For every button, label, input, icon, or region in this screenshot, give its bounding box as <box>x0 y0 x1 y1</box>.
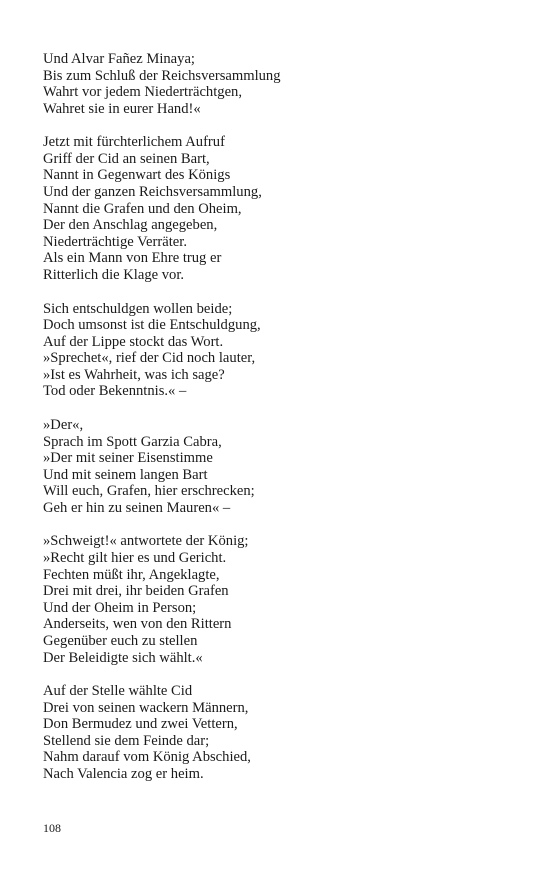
verse-line: Und Alvar Fañez Minaya; <box>43 51 195 67</box>
page-number: 108 <box>43 821 61 835</box>
verse-line: Ritterlich die Klage vor. <box>43 267 185 284</box>
verse-line: »Der«, <box>43 416 84 433</box>
verse-line: Nannt in Gegenwart des Königs <box>43 167 231 184</box>
verse-line: Tod oder Bekenntnis.« – <box>43 383 187 400</box>
verse-line: Niederträchtige Verräter. <box>43 233 187 250</box>
stanza <box>43 417 513 517</box>
verse-line: Fechten müßt ihr, Angeklagte, <box>43 566 220 583</box>
verse-line: Der Beleidigte sich wählt.« <box>43 649 203 666</box>
verse-line: »Der mit seiner Eisenstimme <box>43 450 213 467</box>
poem-text <box>43 51 513 783</box>
verse-line: Anderseits, wen von den Rittern <box>43 616 232 633</box>
verse-line: Doch umsonst ist die Entschuldgung, <box>43 317 261 334</box>
verse-line: »Ist es Wahrheit, was ich sage? <box>43 366 225 383</box>
verse-line: Und der ganzen Reichsversammlung, <box>43 184 262 201</box>
verse-line: Und mit seinem langen Bart <box>43 466 208 483</box>
verse-line: Wahrt vor jedem Niederträchtgen, <box>43 84 242 101</box>
verse-line: »Recht gilt hier es und Gericht. <box>43 550 227 566</box>
verse-line: Sich entschuldgen wollen beide; <box>43 300 233 317</box>
verse-line: Als ein Mann von Ehre trug er <box>43 250 222 267</box>
verse-line: Nannt die Grafen und den Oheim, <box>43 200 242 217</box>
stanza <box>43 683 513 783</box>
verse-line: Drei mit drei, ihr beiden Grafen <box>43 583 229 600</box>
verse-line: »Schweigt!« antwortete der König; <box>43 533 249 550</box>
stanza <box>43 301 513 401</box>
stanza <box>43 134 513 283</box>
verse-line: »Sprechet«, rief der Cid noch lauter, <box>43 350 256 367</box>
verse-line: Jetzt mit fürchterlichem Aufruf <box>43 134 225 151</box>
verse-line: Sprach im Spott Garzia Cabra, <box>43 433 222 450</box>
verse-line: Gegenüber euch zu stellen <box>43 632 198 649</box>
verse-line: Will euch, Grafen, hier erschrecken; <box>43 483 255 500</box>
verse-line: Auf der Stelle wählte Cid <box>43 683 193 700</box>
verse-line: Nahm darauf vom König Abschied, <box>43 749 251 766</box>
verse-line: Griff der Cid an seinen Bart, <box>43 150 210 167</box>
verse-line: Der den Anschlag angegeben, <box>43 217 218 234</box>
verse-line: Wahret sie in eurer Hand!« <box>43 100 201 117</box>
verse-line: Stellend sie dem Feinde dar; <box>43 732 210 749</box>
verse-line: Geh er hin zu seinen Mauren« – <box>43 499 231 516</box>
verse-line: Bis zum Schluß der Reichsversammlung <box>43 67 281 84</box>
verse-line: Drei von seinen wackern Männern, <box>43 699 249 716</box>
verse-line: Don Bermudez und zwei Vettern, <box>43 716 238 733</box>
verse-line: Auf der Lippe stockt das Wort. <box>43 333 224 350</box>
verse-line: Und der Oheim in Person; <box>43 599 197 616</box>
stanza <box>43 533 513 666</box>
verse-line: Nach Valencia zog er heim. <box>43 766 204 783</box>
stanza <box>43 51 513 117</box>
